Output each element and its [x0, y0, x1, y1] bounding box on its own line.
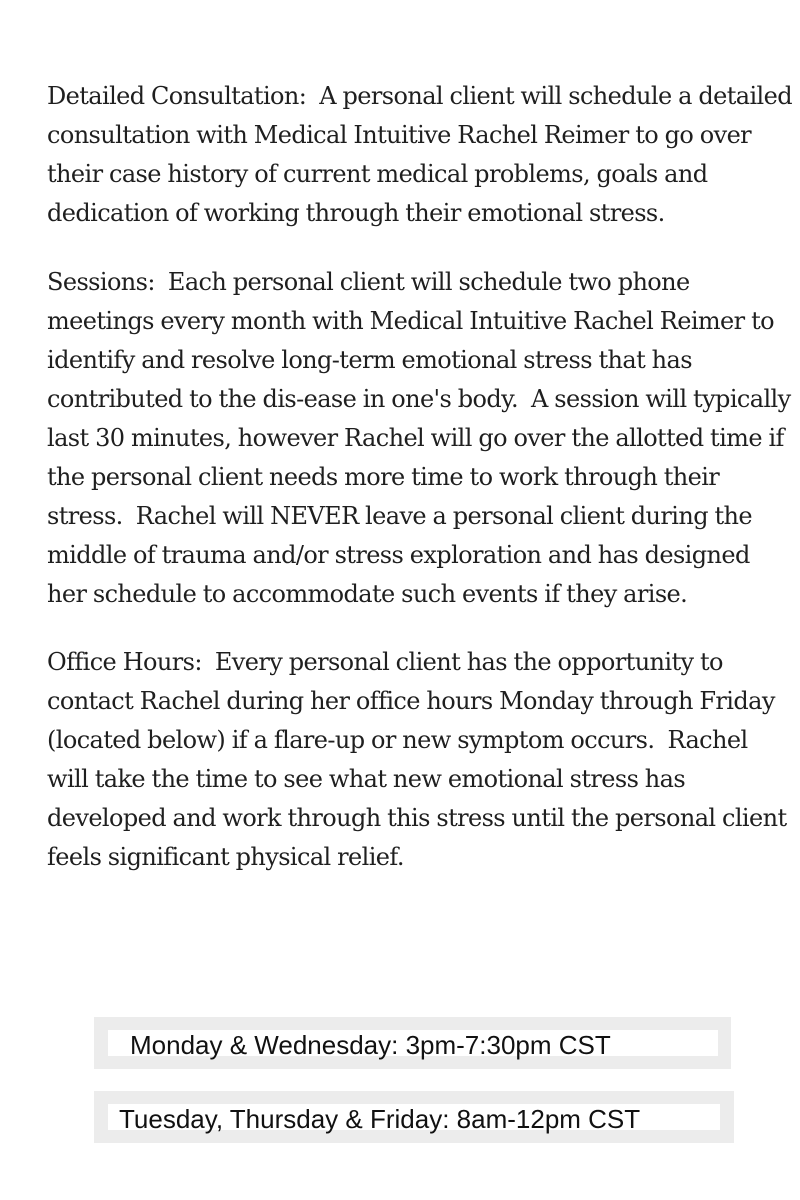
hours-mon-wed-text: Monday & Wednesday: 3pm-7:30pm CST — [108, 1030, 718, 1056]
sessions-paragraph: Sessions: Each personal client will schedule two phone meetings every month with Medical Intuitive Rachel Reimer to identify and resolve long-term emotional stress that has contributed to the dis-ease in one's body. A session will typically last 30 minutes, however Rachel will go over the allotted time if the personal client needs more time to work through their stress. Rachel will NEVER leave a personal client during the middle of trauma and/or stress exploration and has designed her schedule to accommodate such events if they arise. — [47, 268, 798, 608]
hours-box-tue-thu-fri — [94, 1091, 734, 1143]
hours-tue-thu-fri-text: Tuesday, Thursday & Friday: 8am-12pm CST — [108, 1104, 720, 1130]
services-description — [47, 77, 799, 877]
consultation-paragraph: Detailed Consultation: A personal client will schedule a detailed consultation with Medical Intuitive Rachel Reimer to go over their case history of current medical problems, goals and dedication of working through their emotional stress. — [47, 82, 799, 227]
office-hours-paragraph: Office Hours: Every personal client has the opportunity to contact Rachel during her office hours Monday through Friday (located below) if a flare-up or new symptom occurs. Rachel will take the time to see what new emotional stress has developed and work through this stress until the personal client feels significant physical relief. — [47, 648, 794, 871]
hours-box-mon-wed — [94, 1017, 731, 1069]
